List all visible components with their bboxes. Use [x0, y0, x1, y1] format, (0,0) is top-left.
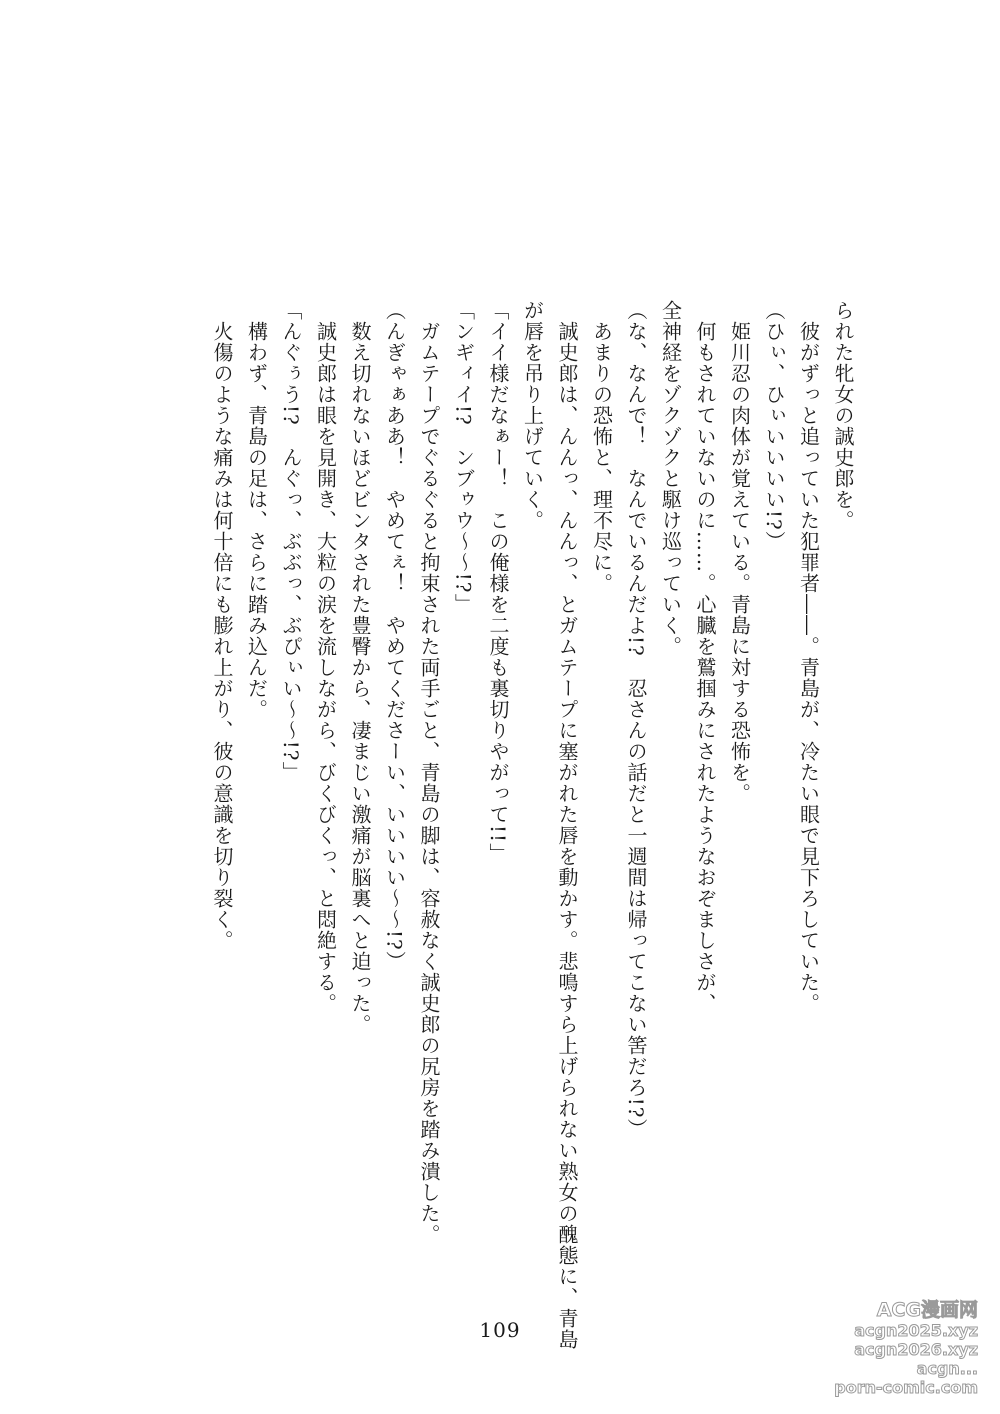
text-line: （な、なんで！ なんでいるんだよ!? 忍さんの話だと一週間は帰ってこない筈だろ!?） [624, 300, 648, 1140]
text-line: ガムテープでぐるぐると拘束された両手ごと、青島の脚は、容赦なく誠史郎の尻房を踏み潰した。 [417, 300, 441, 1245]
text-line: （ひぃ、ひぃいいいい!?） [762, 300, 786, 552]
text-line: 「んぐぅう!? んぐっ、ぶぶっ、ぶぴぃい～～!?」 [279, 300, 303, 783]
watermark-line: ACG漫画网 [876, 1299, 978, 1321]
text-line: られた牝女の誠史郎を。 [831, 300, 855, 531]
text-line: 火傷のような痛みは何十倍にも膨れ上がり、彼の意識を切り裂く。 [210, 300, 234, 951]
watermark-line: acgn2025.xyz [854, 1321, 978, 1340]
page-number: 109 [479, 1318, 521, 1342]
text-line: 姫川忍の肉体が覚えている。青島に対する恐怖を。 [727, 300, 752, 804]
text-line: が唇を吊り上げていく。 [520, 300, 545, 531]
watermark-line: acgn2026.xyz [854, 1340, 978, 1359]
text-line: 誠史郎は眼を見開き、大粒の涙を流しながら、びくびくっ、と悶絶する。 [313, 300, 338, 1014]
text-line: 誠史郎は、んんっ、んんっ、とガムテープに塞がれた唇を動かす。悲鳴すら上げられない熟女の醜態に、青島 [555, 300, 579, 1350]
watermark-line: porn-comic.com [834, 1378, 978, 1397]
text-line: 全神経をゾクゾクと駆け巡っていく。 [658, 300, 683, 657]
text-line: 数え切れないほどビンタされた豊臀から、凄まじい激痛が脳裏へと迫った。 [348, 300, 372, 1035]
text-line: あまりの恐怖と、理不尽に。 [589, 300, 614, 594]
text-line: 「イイ様だなぁー！ この俺様を二度も裏切りやがって!!」 [486, 300, 510, 865]
text-line: 何もされていないのに……。心臓を鷲掴みにされたようなおぞましさが、 [693, 300, 717, 1014]
watermark-line: acgn... [916, 1359, 978, 1378]
text-line: 彼がずっと追っていた犯罪者――。青島が、冷たい眼で見下ろしていた。 [796, 300, 821, 1014]
text-line: 構わず、青島の足は、さらに踏み込んだ。 [244, 300, 269, 720]
watermark [828, 1300, 978, 1397]
text-line: 「ンギィイ!? ンブゥウ～～!?」 [451, 300, 476, 615]
text-line: （んぎゃぁああ！ やめてぇ！ やめてくださーい、いいいい～～!?） [382, 300, 407, 972]
